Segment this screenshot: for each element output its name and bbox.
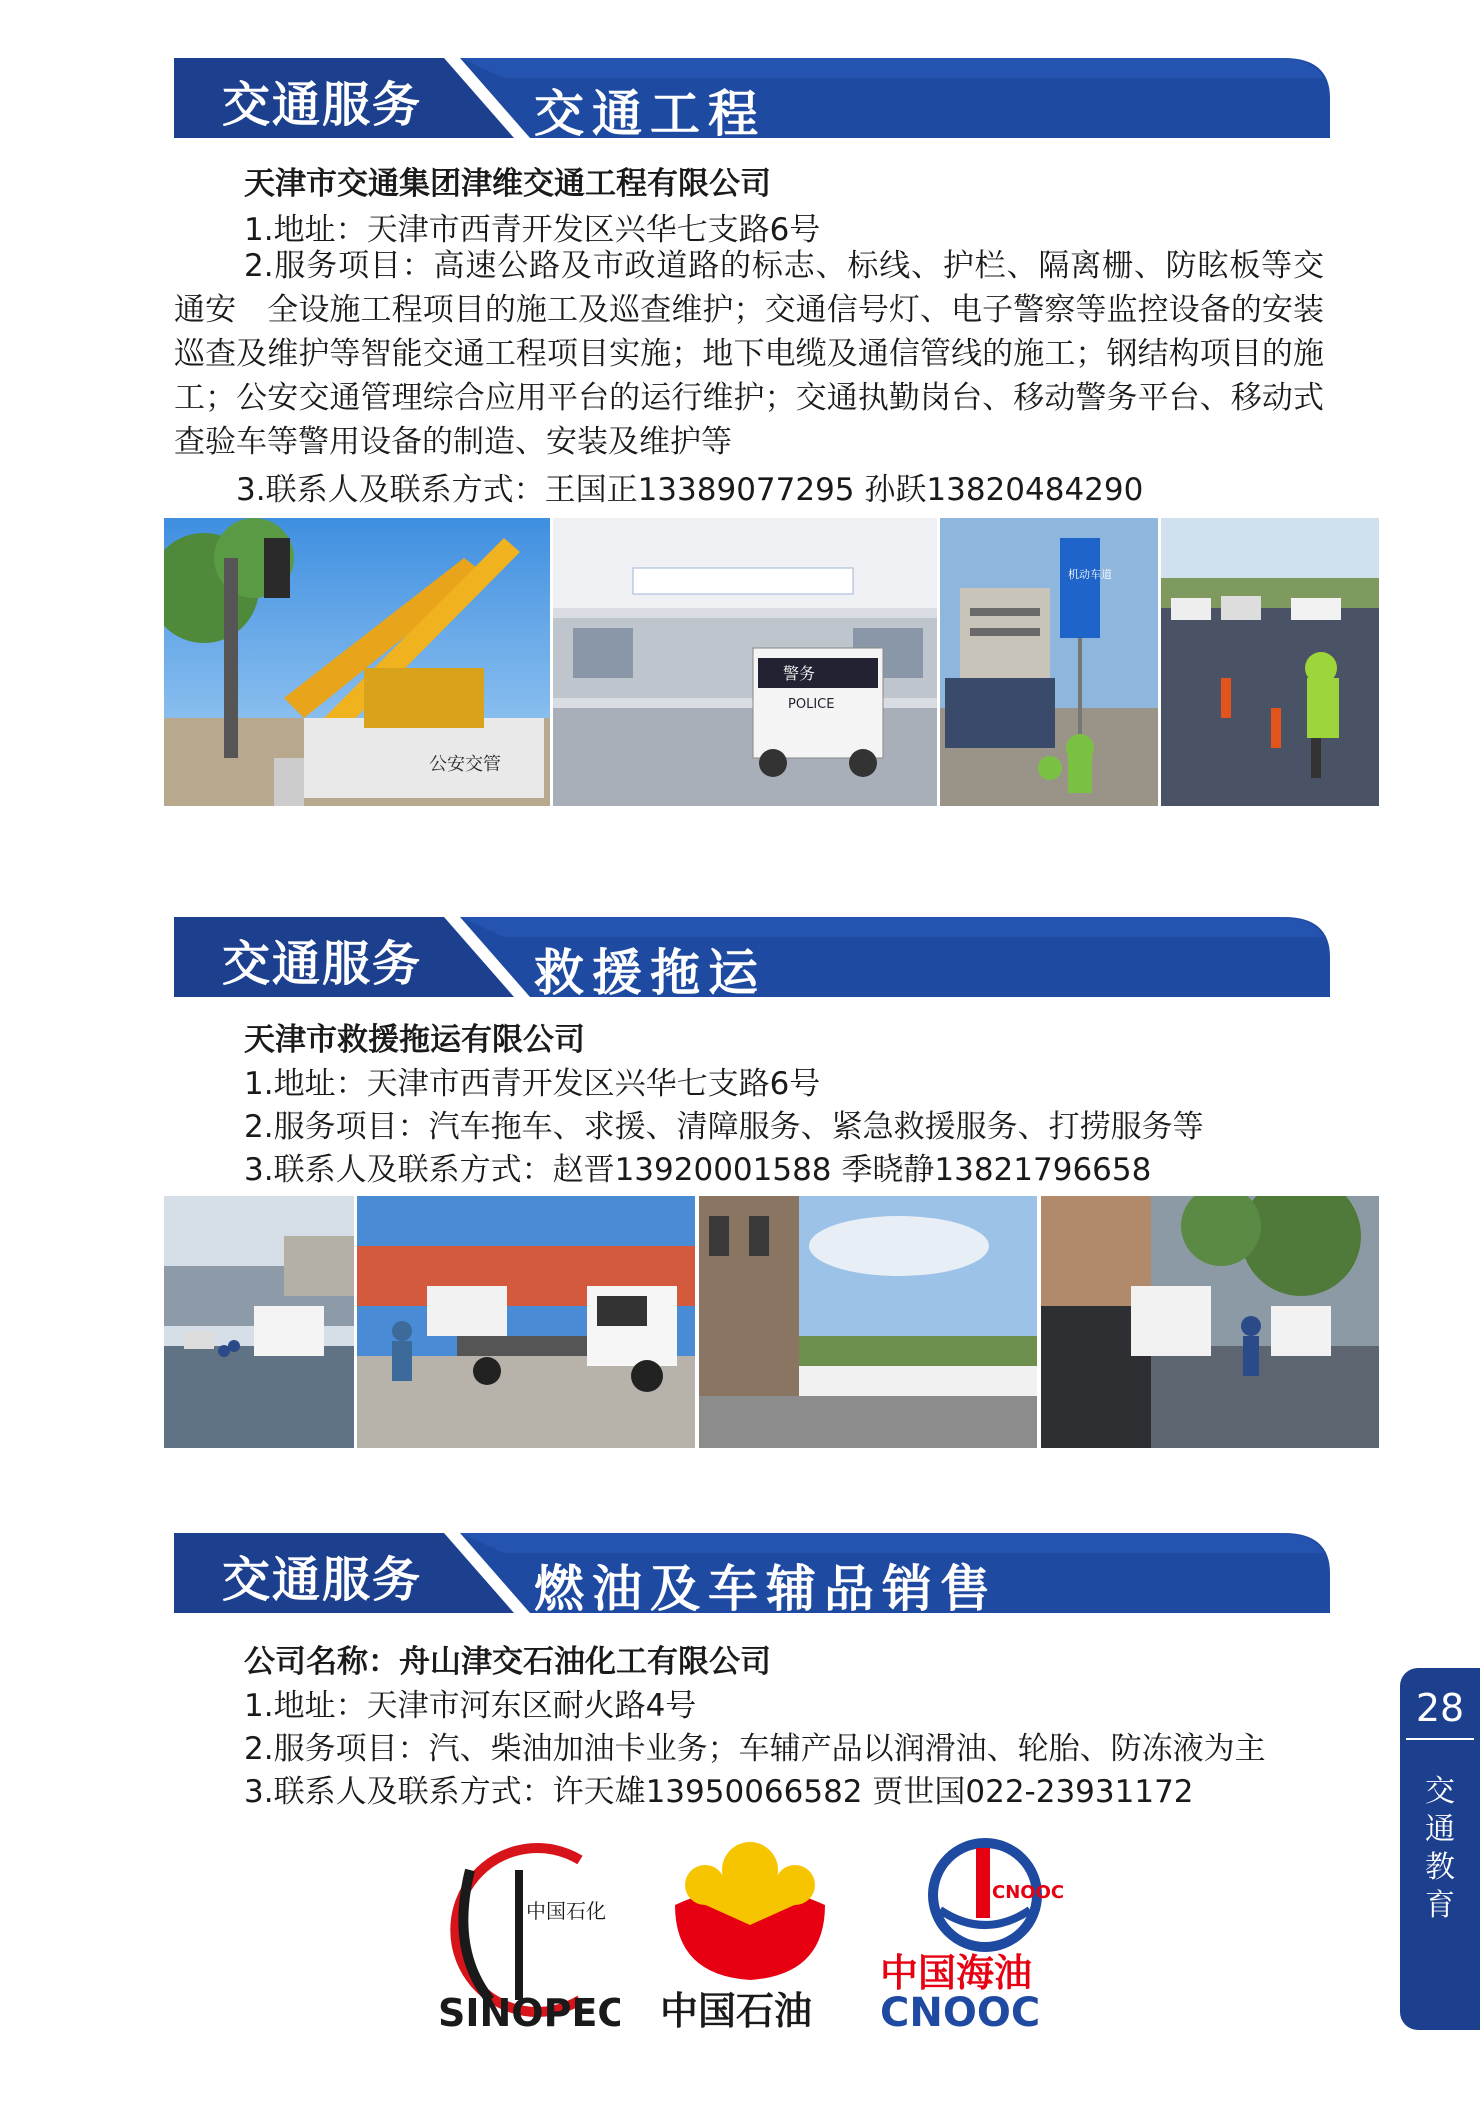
contact-info: 3.联系人及联系方式：许天雄13950066582 贾世国022-23931172 — [244, 1774, 1194, 1810]
sinopec-cn-text: 中国石化 — [526, 1899, 606, 1923]
banner-title: 救援拖运 — [534, 944, 766, 1002]
company-name: 天津市救援拖运有限公司 — [244, 1022, 585, 1058]
service-description: 2.服务项目：汽、柴油加油卡业务；车辅产品以润滑油、轮胎、防冻液为主 — [244, 1731, 1266, 1767]
police-label: POLICE — [788, 697, 835, 712]
banner-tag: 交通服务 — [222, 936, 423, 992]
service-text: 2.服务项目：高速公路及市政道路的标志、标线、护栏、隔离栅、防眩板等交通安 全设施工程项目的施工及巡查维护；交通信号灯、电子警察等监控设备的安装巡查及维护等智能交通工程项目实施；地下电缆及通信管线的施工；钢结构项目的施工；公安交通管理综合应用平台的运行维护；交通执勤岗台、移动警务平台、移动式查验车等警用设备的制造、安装及维护等 — [174, 248, 1324, 460]
side-char: 交 — [1425, 1774, 1455, 1809]
photo-bucket-truck — [164, 518, 550, 806]
banner-tag: 交通服务 — [222, 77, 423, 133]
cnooc-cn-text: 中国海油 — [880, 1951, 1033, 1995]
side-page-tab — [1400, 1668, 1480, 2030]
side-divider — [1406, 1738, 1474, 1740]
company-address: 1.地址：天津市西青开发区兴华七支路6号 — [244, 212, 821, 248]
photo-road-sign-workers — [940, 518, 1158, 806]
photo-road-maintenance — [1161, 518, 1379, 806]
banner-title: 交通工程 — [534, 85, 766, 143]
contact-info: 3.联系人及联系方式：赵晋13920001588 季晓静13821796658 — [244, 1152, 1152, 1188]
sinopec-en-text: SINOPEC — [438, 1991, 620, 2030]
cnooc-en-small: CNOOC — [992, 1882, 1065, 1903]
cnooc-en-text: CNOOC — [880, 1990, 1041, 2030]
service-description — [174, 244, 1324, 464]
company-name: 天津市交通集团津维交通工程有限公司 — [244, 166, 771, 202]
road-sign-text: 机动车道 — [1068, 568, 1112, 581]
side-char: 教 — [1425, 1850, 1455, 1885]
company-address: 1.地址：天津市西青开发区兴华七支路6号 — [244, 1066, 821, 1102]
side-char: 通 — [1425, 1812, 1455, 1847]
photo-tow-fleet — [699, 1196, 1037, 1448]
section-banner-traffic-engineering — [174, 58, 1330, 143]
side-char: 育 — [1425, 1888, 1455, 1923]
photo-exhibition-hall — [553, 518, 937, 806]
banner-title: 燃油及车辅品销售 — [534, 1560, 998, 1618]
petrochina-cn-text: 中国石油 — [660, 1989, 813, 2030]
photo-street-towing — [1041, 1196, 1379, 1448]
banner-tag: 交通服务 — [222, 1552, 423, 1608]
service-description: 2.服务项目：汽车拖车、求援、清障服务、紧急救援服务、打捞服务等 — [244, 1109, 1204, 1145]
section-banner-rescue-towing — [174, 917, 1330, 1002]
contact-info: 3.联系人及联系方式：王国正13389077295 孙跃13820484290 — [236, 472, 1144, 508]
petrochina-logo — [660, 1830, 840, 2030]
cnooc-logo — [880, 1830, 1090, 2030]
photo-tow-trucks-lot — [357, 1196, 695, 1448]
company-address: 1.地址：天津市河东区耐火路4号 — [244, 1688, 697, 1724]
company-name: 公司名称：舟山津交石油化工有限公司 — [244, 1644, 771, 1680]
page-number: 28 — [1415, 1686, 1465, 1730]
police-sign: 警务 — [783, 664, 816, 683]
photo-flood-rescue — [164, 1196, 354, 1448]
section-banner-fuel-sales — [174, 1533, 1330, 1618]
truck-label: 公安交管 — [429, 754, 501, 775]
sinopec-logo — [430, 1830, 620, 2030]
